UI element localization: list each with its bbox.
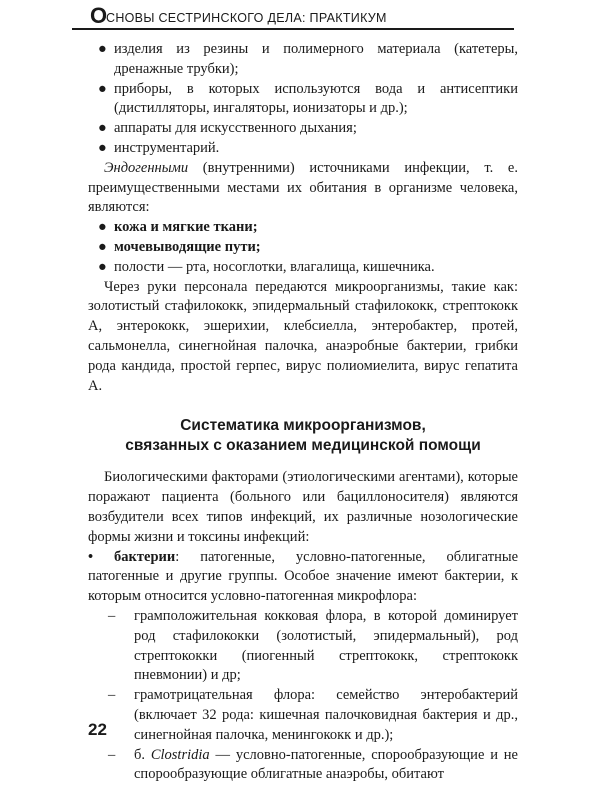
bacteria-term: бактерии bbox=[114, 549, 175, 565]
bullet-icon: • bbox=[88, 549, 93, 565]
list-item: – грамположительная кокковая флора, в которой доминирует род стафилококки (золотистый, эпидермальный), род стрептококки (пиогенный стрептококк, стрептококк пневмонии) и др; bbox=[88, 607, 518, 686]
list-item: ● кожа и мягкие ткани; bbox=[88, 218, 518, 238]
bullet-icon: ● bbox=[98, 139, 107, 159]
list-item: ● мочевыводящие пути; bbox=[88, 238, 518, 258]
bullet-icon: ● bbox=[98, 238, 107, 258]
bullet-icon: ● bbox=[98, 119, 107, 139]
endogenous-term: Эндогенными bbox=[104, 160, 188, 176]
running-header bbox=[72, 2, 514, 30]
list-item: ● приборы, в которых используются вода и антисептики (дистилляторы, ингаляторы, ионизаторы и др.); bbox=[88, 80, 518, 120]
bullet-icon: ● bbox=[98, 258, 107, 278]
bullet-icon: ● bbox=[98, 40, 107, 60]
bacteria-paragraph: • бактерии: патогенные, условно-патогенные, облигатные патогенные и другие группы. Особое значение имеют бактерии, к которым относится условно-патогенная микрофлора: bbox=[88, 548, 518, 607]
dash-icon: – bbox=[108, 746, 115, 766]
endogenous-paragraph: Эндогенными (внутренними) источниками инфекции, т. е. преимущественными местами их обитания в организме человека, являются: bbox=[88, 159, 518, 218]
list-item: ● инструментарий. bbox=[88, 139, 518, 159]
dash-icon: – bbox=[108, 686, 115, 706]
microflora-list bbox=[88, 607, 518, 785]
bullet-icon: ● bbox=[98, 218, 107, 238]
header-initial-letter: О bbox=[90, 5, 107, 27]
habitat-list bbox=[88, 218, 518, 277]
list-item: – грамотрицательная флора: семейство энтеробактерий (включает 32 рода: кишечная палочковидная бактерия и др., синегнойная палочка, менингококк и др.); bbox=[88, 686, 518, 745]
list-item: – б. Clostridia — условно-патогенные, спорообразующие и не спорообразующие облигатные анаэробы, обитают bbox=[88, 746, 518, 785]
list-item: ● изделия из резины и полимерного материала (катетеры, дренажные трубки); bbox=[88, 40, 518, 80]
section-heading: Систематика микроорганизмов, связанных с оказанием медицинской помощи bbox=[88, 416, 518, 456]
header-title: СНОВЫ СЕСТРИНСКОГО ДЕЛА: ПРАКТИКУМ bbox=[106, 11, 387, 25]
page-body bbox=[88, 40, 518, 785]
page-number: 22 bbox=[88, 720, 107, 740]
biological-factors-paragraph: Биологическими факторами (этиологическими агентами), которые поражают пациента (больного или бациллоносителя) являются возбудители всех типов инфекций, их различные нозологические формы жизни и токсины инфекций: bbox=[88, 468, 518, 547]
list-item: ● полости — рта, носоглотки, влагалища, кишечника. bbox=[88, 258, 518, 278]
list-item: ● аппараты для искусственного дыхания; bbox=[88, 119, 518, 139]
hands-paragraph: Через руки персонала передаются микроорганизмы, такие как: золотистый стафилококк, эпидермальный стафилококк, стрептококк А, энтерококк, эшерихии, клебсиелла, энтеробактер, протей, сальмонелла, синегнойная палочка, анаэробные бактерии, грибки рода кандида, простой герпес, вирус полиомиелита, вирус гепатита А. bbox=[88, 278, 518, 397]
equipment-list bbox=[88, 40, 518, 159]
dash-icon: – bbox=[108, 607, 115, 627]
bullet-icon: ● bbox=[98, 80, 107, 100]
